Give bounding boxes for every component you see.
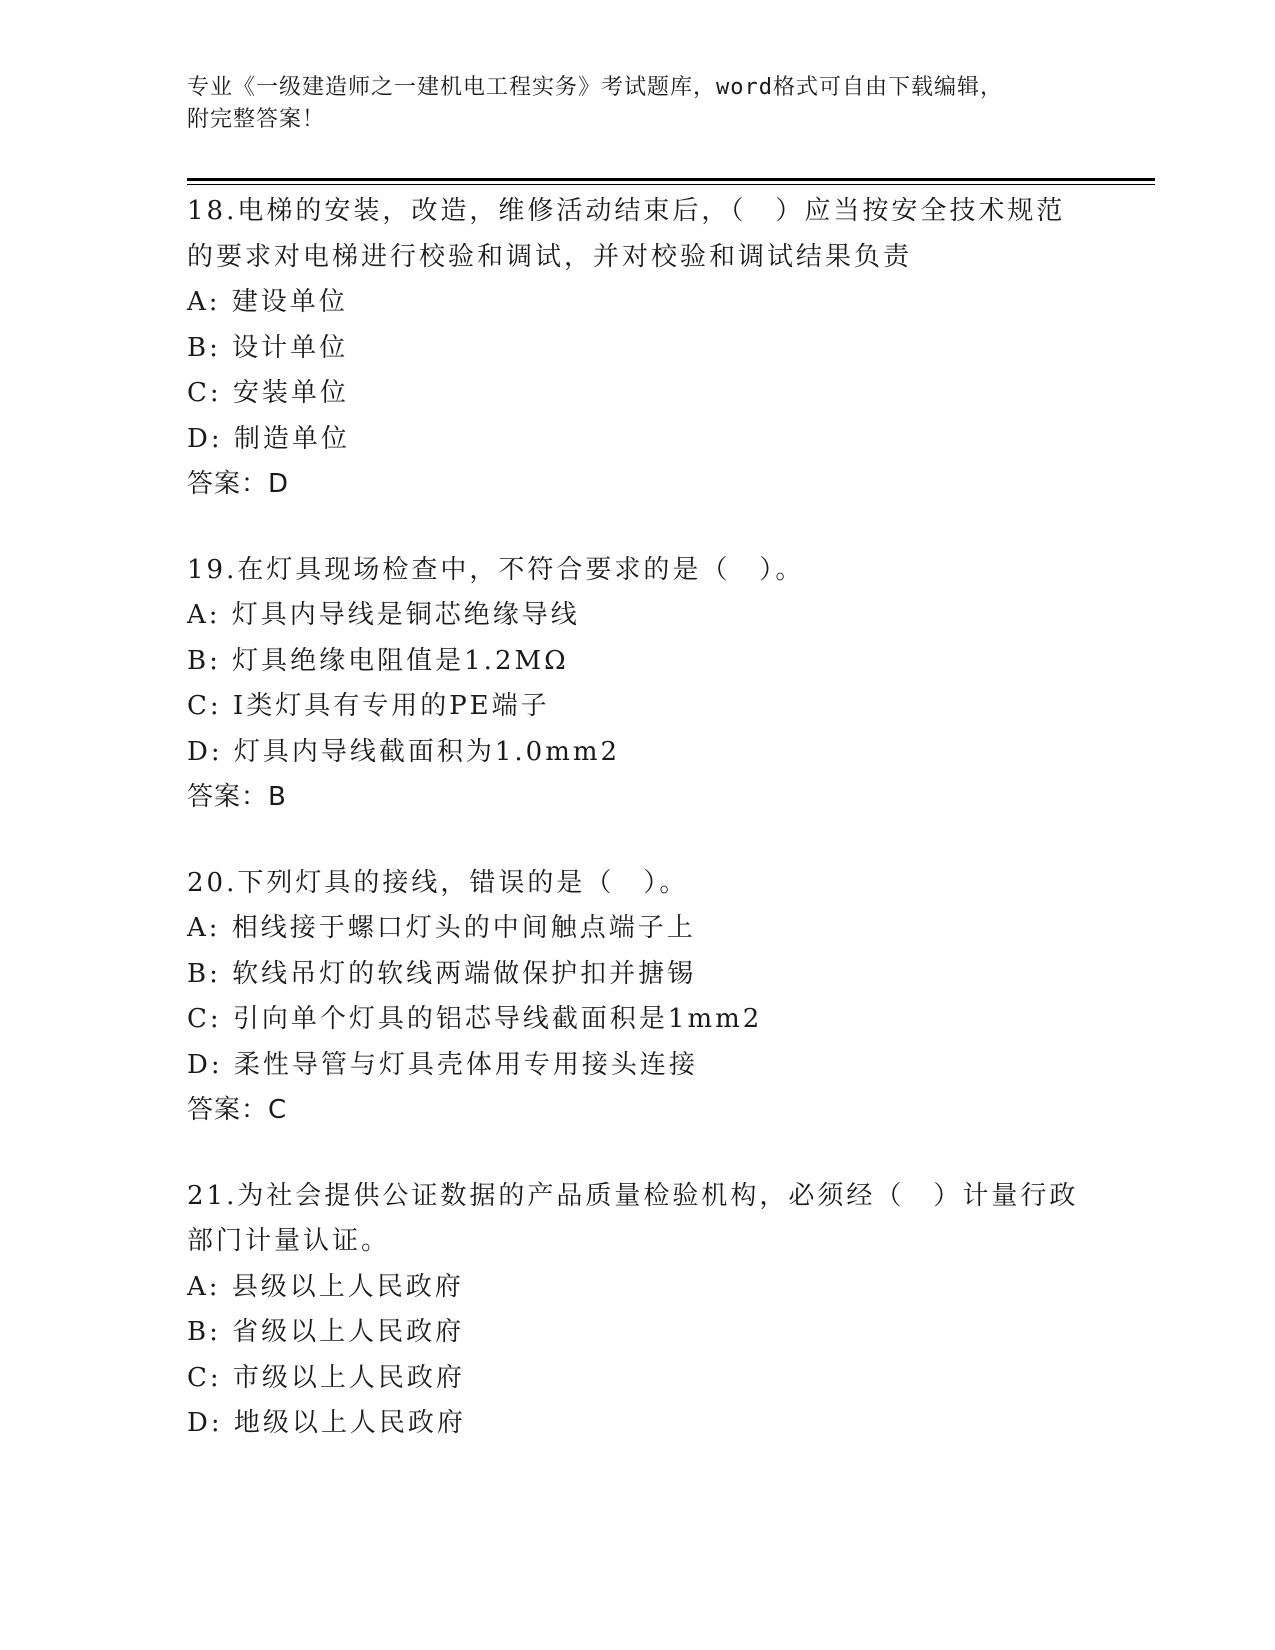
option-b: B: 省级以上人民政府 bbox=[187, 1317, 465, 1347]
question-stem: 20.下列灯具的接线，错误的是（ ）。 bbox=[187, 867, 689, 898]
option-c: C: 引向单个灯具的铝芯导线截面积是1mm2 bbox=[187, 1004, 763, 1034]
answer: 答案：B bbox=[187, 782, 287, 812]
question-19 bbox=[187, 548, 1127, 821]
question-21 bbox=[187, 1174, 1127, 1447]
option-a: A: 灯具内导线是铜芯绝缘导线 bbox=[187, 600, 580, 630]
option-b: B: 灯具绝缘电阻值是1.2MΩ bbox=[187, 645, 569, 676]
question-stem: 21.为社会提供公证数据的产品质量检验机构，必须经（ ）计量行政 bbox=[187, 1180, 1079, 1211]
question-stem: 的要求对电梯进行校验和调试，并对校验和调试结果负责 bbox=[187, 241, 913, 272]
question-18 bbox=[187, 189, 1127, 508]
option-c: C: 安装单位 bbox=[187, 378, 349, 408]
answer: 答案：C bbox=[187, 1095, 288, 1125]
option-d: D: 制造单位 bbox=[187, 423, 350, 454]
header-divider-thick bbox=[187, 178, 1155, 181]
header-line-1: 专业《一级建造师之一建机电工程实务》考试题库，word格式可自由下载编辑， bbox=[187, 75, 1003, 100]
option-d: D: 地级以上人民政府 bbox=[187, 1408, 466, 1438]
option-c: C: 市级以上人民政府 bbox=[187, 1362, 465, 1393]
option-c: C: Ⅰ类灯具有专用的PE端子 bbox=[187, 691, 550, 721]
question-stem: 19.在灯具现场检查中，不符合要求的是（ ）。 bbox=[187, 554, 805, 585]
option-d: D: 柔性导管与灯具壳体用专用接头连接 bbox=[187, 1049, 698, 1080]
option-d: D: 灯具内导线截面积为1.0mm2 bbox=[187, 736, 621, 767]
option-a: A: 县级以上人民政府 bbox=[187, 1271, 464, 1302]
option-a: A: 相线接于螺口灯头的中间触点端子上 bbox=[187, 913, 696, 943]
document-header bbox=[187, 72, 1087, 136]
option-b: B: 设计单位 bbox=[187, 332, 349, 363]
question-stem: 部门计量认证。 bbox=[187, 1226, 391, 1256]
option-b: B: 软线吊灯的软线两端做保护扣并搪锡 bbox=[187, 958, 697, 989]
question-list bbox=[187, 189, 1127, 1487]
option-a: A: 建设单位 bbox=[187, 287, 348, 317]
question-stem: 18.电梯的安装，改造，维修活动结束后，（ ）应当按安全技术规范 bbox=[187, 196, 1066, 226]
question-20 bbox=[187, 861, 1127, 1134]
answer: 答案：D bbox=[187, 469, 290, 499]
header-line-2: 附完整答案！ bbox=[187, 107, 326, 132]
header-divider-thin bbox=[187, 184, 1155, 185]
